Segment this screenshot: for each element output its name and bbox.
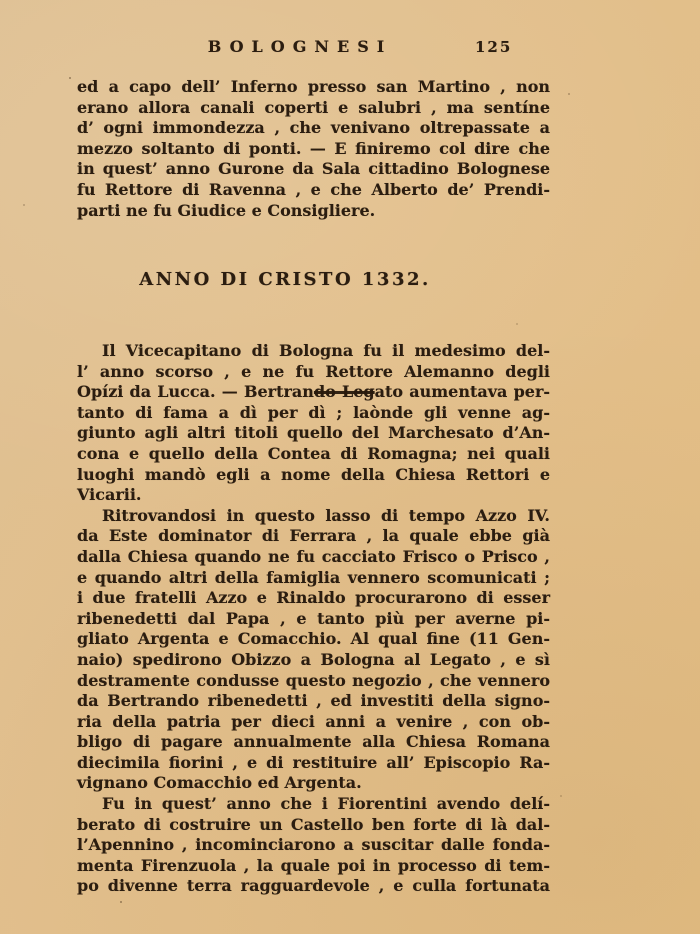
text-line: ria della patria per dieci anni a venire , con ob-: [77, 711, 550, 731]
text-line: menta Firenzuola , la quale poi in processo di tem-: [77, 855, 550, 875]
page-number: 125: [475, 38, 513, 56]
text-line: dalla Chiesa quando ne fu cacciato Frisco o Prisco ,: [77, 546, 550, 566]
text-line: diecimila fiorini , e di restituire all’ Episcopio Ra-: [77, 752, 550, 772]
text-line: tanto di fama a dì per dì ; laònde gli venne ag-: [77, 402, 550, 422]
text-line: giunto agli altri titoli quello del Marchesato d’An-: [77, 423, 550, 443]
text-line: ed a capo dell’ Inferno presso san Martino , non: [77, 77, 550, 96]
text-line: naio) spedirono Obizzo a Bologna al Legato , e sì: [77, 649, 550, 669]
text-line: Fu in quest’ anno che i Fiorentini avendo delí-: [102, 794, 550, 814]
text-line: i due fratelli Azzo e Rinaldo procurarono di esser: [77, 588, 550, 608]
ink-speck: [516, 323, 518, 325]
text-line: destramente condusse questo negozio , che vennero: [77, 670, 550, 690]
ink-speck: [560, 795, 562, 797]
text-line: erano allora canali coperti e salubri , ma sentíne: [77, 97, 550, 117]
ink-speck: [23, 204, 25, 206]
ink-speck: [69, 77, 71, 79]
text-line: gliato Argenta e Comacchio. Al qual fine (11 Gen-: [77, 629, 550, 649]
ink-speck: [179, 271, 181, 274]
text-line: ribenedetti dal Papa , e tanto più per averne pi-: [77, 608, 550, 628]
text-line: Il Vicecapitano di Bologna fu il medesimo del-: [102, 341, 550, 360]
ink-speck: [120, 901, 122, 903]
text-line: cona e quello della Contea di Romagna; nei quali: [77, 443, 550, 463]
text-line: luoghi mandò egli a nome della Chiesa Rettori e: [77, 464, 550, 484]
text-line: d’ ogni immondezza , che venivano oltrepassate a: [77, 118, 550, 138]
text-line: berato di costruire un Castello ben forte di là dal-: [77, 814, 550, 834]
running-title: BOLOGNESI: [207, 37, 393, 56]
text-line: da Este dominator di Ferrara , la quale ebbe già: [77, 526, 550, 546]
page-header: [0, 0, 700, 70]
ink-speck: [568, 93, 570, 95]
text-line: e quando altri della famiglia vennero scomunicati ;: [77, 567, 550, 587]
text-line: fu Rettore di Ravenna , e che Alberto de’ Prendi-: [77, 179, 550, 199]
paragraph-continuation: [77, 77, 550, 221]
section-paragraphs: [77, 341, 550, 897]
text-line: l’ anno scorso , e ne fu Rettore Alemanno degli: [77, 361, 550, 381]
text-line: mezzo soltanto di ponti. — E finiremo col dire che: [77, 138, 550, 158]
text-line: l’Apennino , incominciarono a suscitar dalle fonda-: [77, 835, 550, 855]
section-heading: ANNO DI CRISTO 1332.: [139, 269, 431, 290]
text-line: vignano Comacchio ed Argenta.: [77, 773, 362, 793]
text-line: Vicarii.: [77, 485, 142, 505]
text-line: po divenne terra ragguardevole , e culla fortunata: [77, 876, 550, 896]
text-line: in quest’ anno Gurone da Sala cittadino Bolognese: [77, 159, 550, 179]
text-line: bligo di pagare annualmente alla Chiesa Romana: [77, 732, 550, 752]
text-line: parti ne fu Giudice e Consigliere.: [77, 200, 376, 220]
text-line: Opízi da Lucca. — Bertrando Legato aumentava per-: [77, 382, 551, 402]
text-line: da Bertrando ribenedetti , ed investiti della signo-: [77, 691, 550, 711]
pen-stroke-text: do Leg: [313, 382, 375, 402]
text-line: Ritrovandosi in questo lasso di tempo Azzo IV.: [102, 505, 550, 525]
